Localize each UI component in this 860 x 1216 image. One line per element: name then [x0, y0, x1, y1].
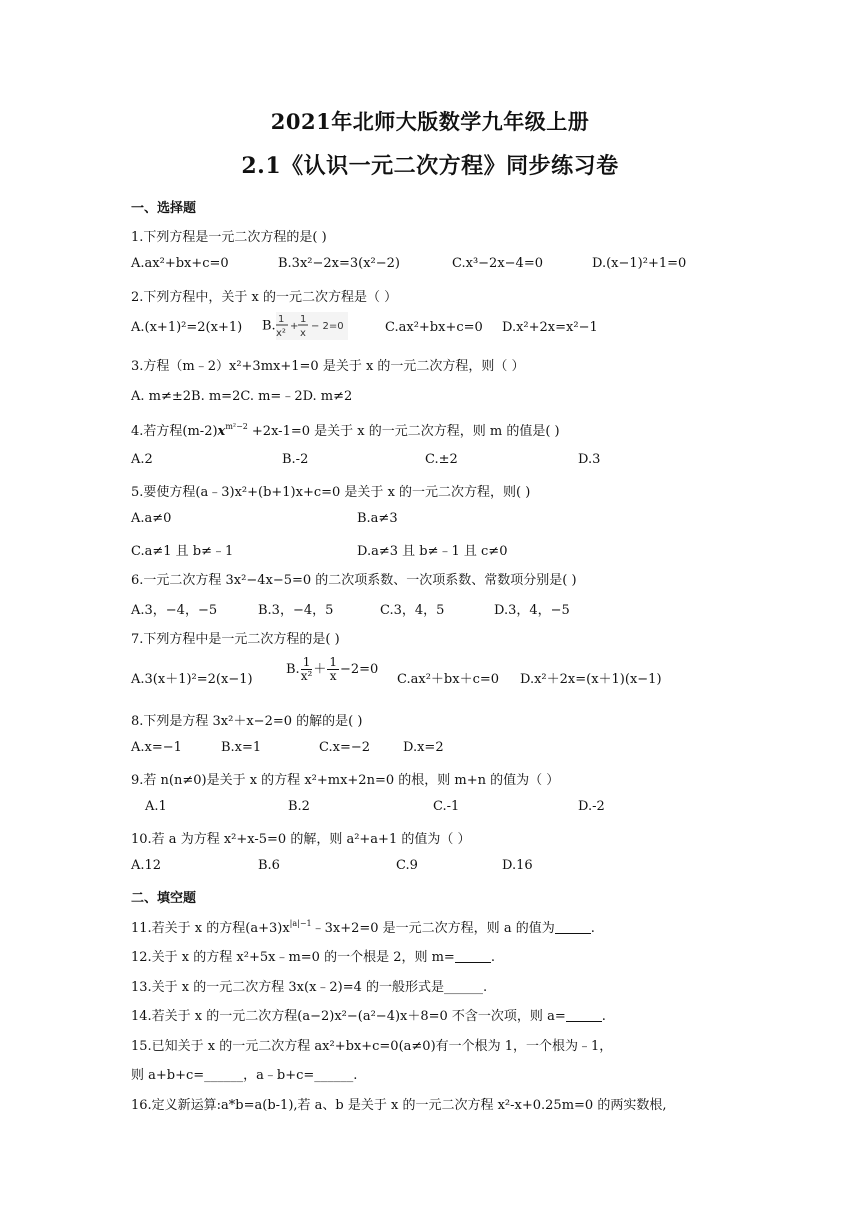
question-6-stem: 6.一元二次方程 3x²−4x−5=0 的二次项系数、一次项系数、常数项分别是( ) — [131, 573, 577, 588]
question-12-start: 12.关于 x 的方程 x²+5x﹣m=0 的一个根是 2，则 m= — [131, 950, 455, 965]
question-4-option-c: C.±2 — [425, 452, 458, 467]
question-11 — [131, 917, 595, 936]
question-6-option-a: A.3，−4，−5 — [131, 603, 218, 618]
question-7-option-b-label: B. — [286, 662, 300, 677]
question-5-option-d: D.a≠3 且 b≠﹣1 且 c≠0 — [357, 544, 508, 559]
question-7-stem: 7.下列方程中是一元二次方程的是( ) — [131, 632, 340, 647]
question-15-line-2: 则 a+b+c=______，a﹣b+c=______. — [131, 1068, 358, 1083]
worksheet-title: 2021年北师大版数学九年级上册 — [270, 109, 590, 134]
question-4-option-d: D.3 — [578, 452, 601, 467]
question-2-fraction-image — [276, 312, 348, 340]
question-6-option-b: B.3，−4，5 — [258, 603, 334, 618]
question-7-fraction-1: $\frac{1}{\text{x²}}$ — [300, 655, 313, 683]
question-5-option-c: C.a≠1 且 b≠﹣1 — [131, 544, 234, 559]
question-12-end: . — [490, 950, 495, 965]
question-13: 13.关于 x 的一元二次方程 3x(x﹣2)=4 的一般形式是______. — [131, 980, 488, 995]
question-11-end: . — [590, 921, 595, 936]
question-11-middle: ﹣3x+2=0 是一元二次方程，则 a 的值为 — [311, 921, 555, 936]
svg-text:x²: x² — [275, 328, 286, 339]
question-11-exponent: |a|−1 — [289, 919, 312, 928]
svg-text:1: 1 — [299, 314, 307, 325]
question-14-start: 14.若关于 x 的一元二次方程(a−2)x²−(a²−4)x＋8=0 不含一次项，则 a= — [131, 1009, 566, 1024]
question-9-stem: 9.若 n(n≠0)是关于 x 的方程 x²+mx+2n=0 的根，则 m+n 的值为（ ） — [131, 773, 560, 788]
question-11-start: 11.若关于 x 的方程(a+3)x — [131, 921, 290, 936]
question-3-stem: 3.方程（m﹣2）x²+3mx+1=0 是关于 x 的一元二次方程，则（ ） — [131, 359, 525, 374]
question-4-option-a: A.2 — [131, 452, 153, 467]
question-1-option-b: B.3x²−2x=3(x²−2) — [278, 256, 401, 271]
question-1-option-c: C.x³−2x−4=0 — [452, 256, 543, 271]
svg-text:− 2=0: − 2=0 — [310, 321, 344, 332]
question-9-option-c: C.-1 — [433, 799, 460, 814]
question-1-stem: 1.下列方程是一元二次方程的是( ) — [131, 230, 327, 245]
question-12 — [131, 946, 495, 965]
question-6-option-d: D.3，4，−5 — [494, 603, 570, 618]
question-2-option-c: C.ax²+bx+c=0 — [385, 320, 483, 335]
question-16: 16.定义新运算:a*b=a(b-1),若 a、b 是关于 x 的一元二次方程 x²-x+0.25m=0 的两实数根, — [131, 1098, 667, 1113]
question-1-option-a: A.ax²+bx+c=0 — [131, 256, 229, 271]
svg-text:+: + — [289, 321, 299, 332]
question-7-option-c: C.ax²＋bx＋c=0 — [397, 672, 500, 687]
question-5-option-a: A.a≠0 — [131, 511, 172, 526]
svg-text:x: x — [299, 328, 306, 339]
question-10-option-b: B.6 — [258, 858, 280, 873]
question-8-option-c: C.x=−2 — [319, 740, 371, 755]
question-9-option-d: D.-2 — [578, 799, 605, 814]
section-fill-heading: 二、填空题 — [131, 891, 197, 906]
question-14-blank — [566, 1009, 602, 1022]
svg-text:1: 1 — [277, 314, 285, 325]
question-10-option-d: D.16 — [502, 858, 533, 873]
question-7-option-b-tail: −2=0 — [339, 662, 379, 677]
question-8-option-d: D.x=2 — [403, 740, 444, 755]
question-1-option-d: D.(x−1)²+1=0 — [592, 256, 687, 271]
question-10-option-a: A.12 — [131, 858, 162, 873]
question-4-stem-end: +2x-1=0 是关于 x 的一元二次方程，则 m 的值是( ) — [251, 424, 560, 439]
question-7-option-d: D.x²＋2x=(x＋1)(x−1) — [520, 672, 662, 687]
question-2-stem: 2.下列方程中，关于 x 的一元二次方程是（ ） — [131, 290, 398, 305]
question-5-stem: 5.要使方程(a﹣3)x²+(b+1)x+c=0 是关于 x 的一元二次方程，则( ) — [131, 485, 531, 500]
question-4-exponent: m²−2 — [225, 422, 248, 431]
question-2-option-d: D.x²+2x=x²−1 — [502, 320, 598, 335]
question-10-stem: 10.若 a 为方程 x²+x-5=0 的解，则 a²+a+1 的值为（ ） — [131, 832, 471, 847]
question-4-option-b: B.-2 — [282, 452, 309, 467]
question-10-option-c: C.9 — [396, 858, 418, 873]
question-7-fraction-2: $\frac{1}{x}$ — [329, 655, 337, 683]
question-3-options: A. m≠±2B. m=2C. m=﹣2D. m≠2 — [131, 389, 353, 404]
question-4-variable: x — [217, 424, 226, 439]
question-2-option-b-label: B. — [262, 318, 276, 334]
question-2-option-a: A.(x+1)²=2(x+1) — [131, 320, 243, 335]
question-9-option-b: B.2 — [288, 799, 310, 814]
question-11-blank — [555, 921, 591, 934]
section-choice-heading: 一、选择题 — [131, 201, 197, 216]
question-6-option-c: C.3，4，5 — [380, 603, 445, 618]
question-14-end: . — [601, 1009, 606, 1024]
question-4-stem — [131, 420, 560, 439]
question-8-stem: 8.下列是方程 3x²＋x−2=0 的解的是( ) — [131, 714, 363, 729]
question-7-option-a: A.3(x＋1)²=2(x−1) — [131, 672, 253, 687]
question-8-option-a: A.x=−1 — [131, 740, 182, 755]
worksheet-subtitle: 2.1《认识一元二次方程》同步练习卷 — [241, 153, 619, 179]
question-7-option-b: B. $\frac{1}{\text{x²}}$ ＋ $\frac{1}{x}$ −2=0 — [286, 655, 379, 683]
question-2-option-b — [262, 312, 348, 340]
question-4-stem-start: 4.若方程(m-2) — [131, 424, 218, 439]
question-15-line-1: 15.已知关于 x 的一元二次方程 ax²+bx+c=0(a≠0)有一个根为 1，一个根为﹣1， — [131, 1039, 613, 1054]
question-9-option-a: A.1 — [145, 799, 167, 814]
question-8-option-b: B.x=1 — [221, 740, 262, 755]
question-5-option-b: B.a≠3 — [357, 511, 398, 526]
question-14 — [131, 1005, 606, 1024]
question-12-blank — [455, 950, 491, 963]
